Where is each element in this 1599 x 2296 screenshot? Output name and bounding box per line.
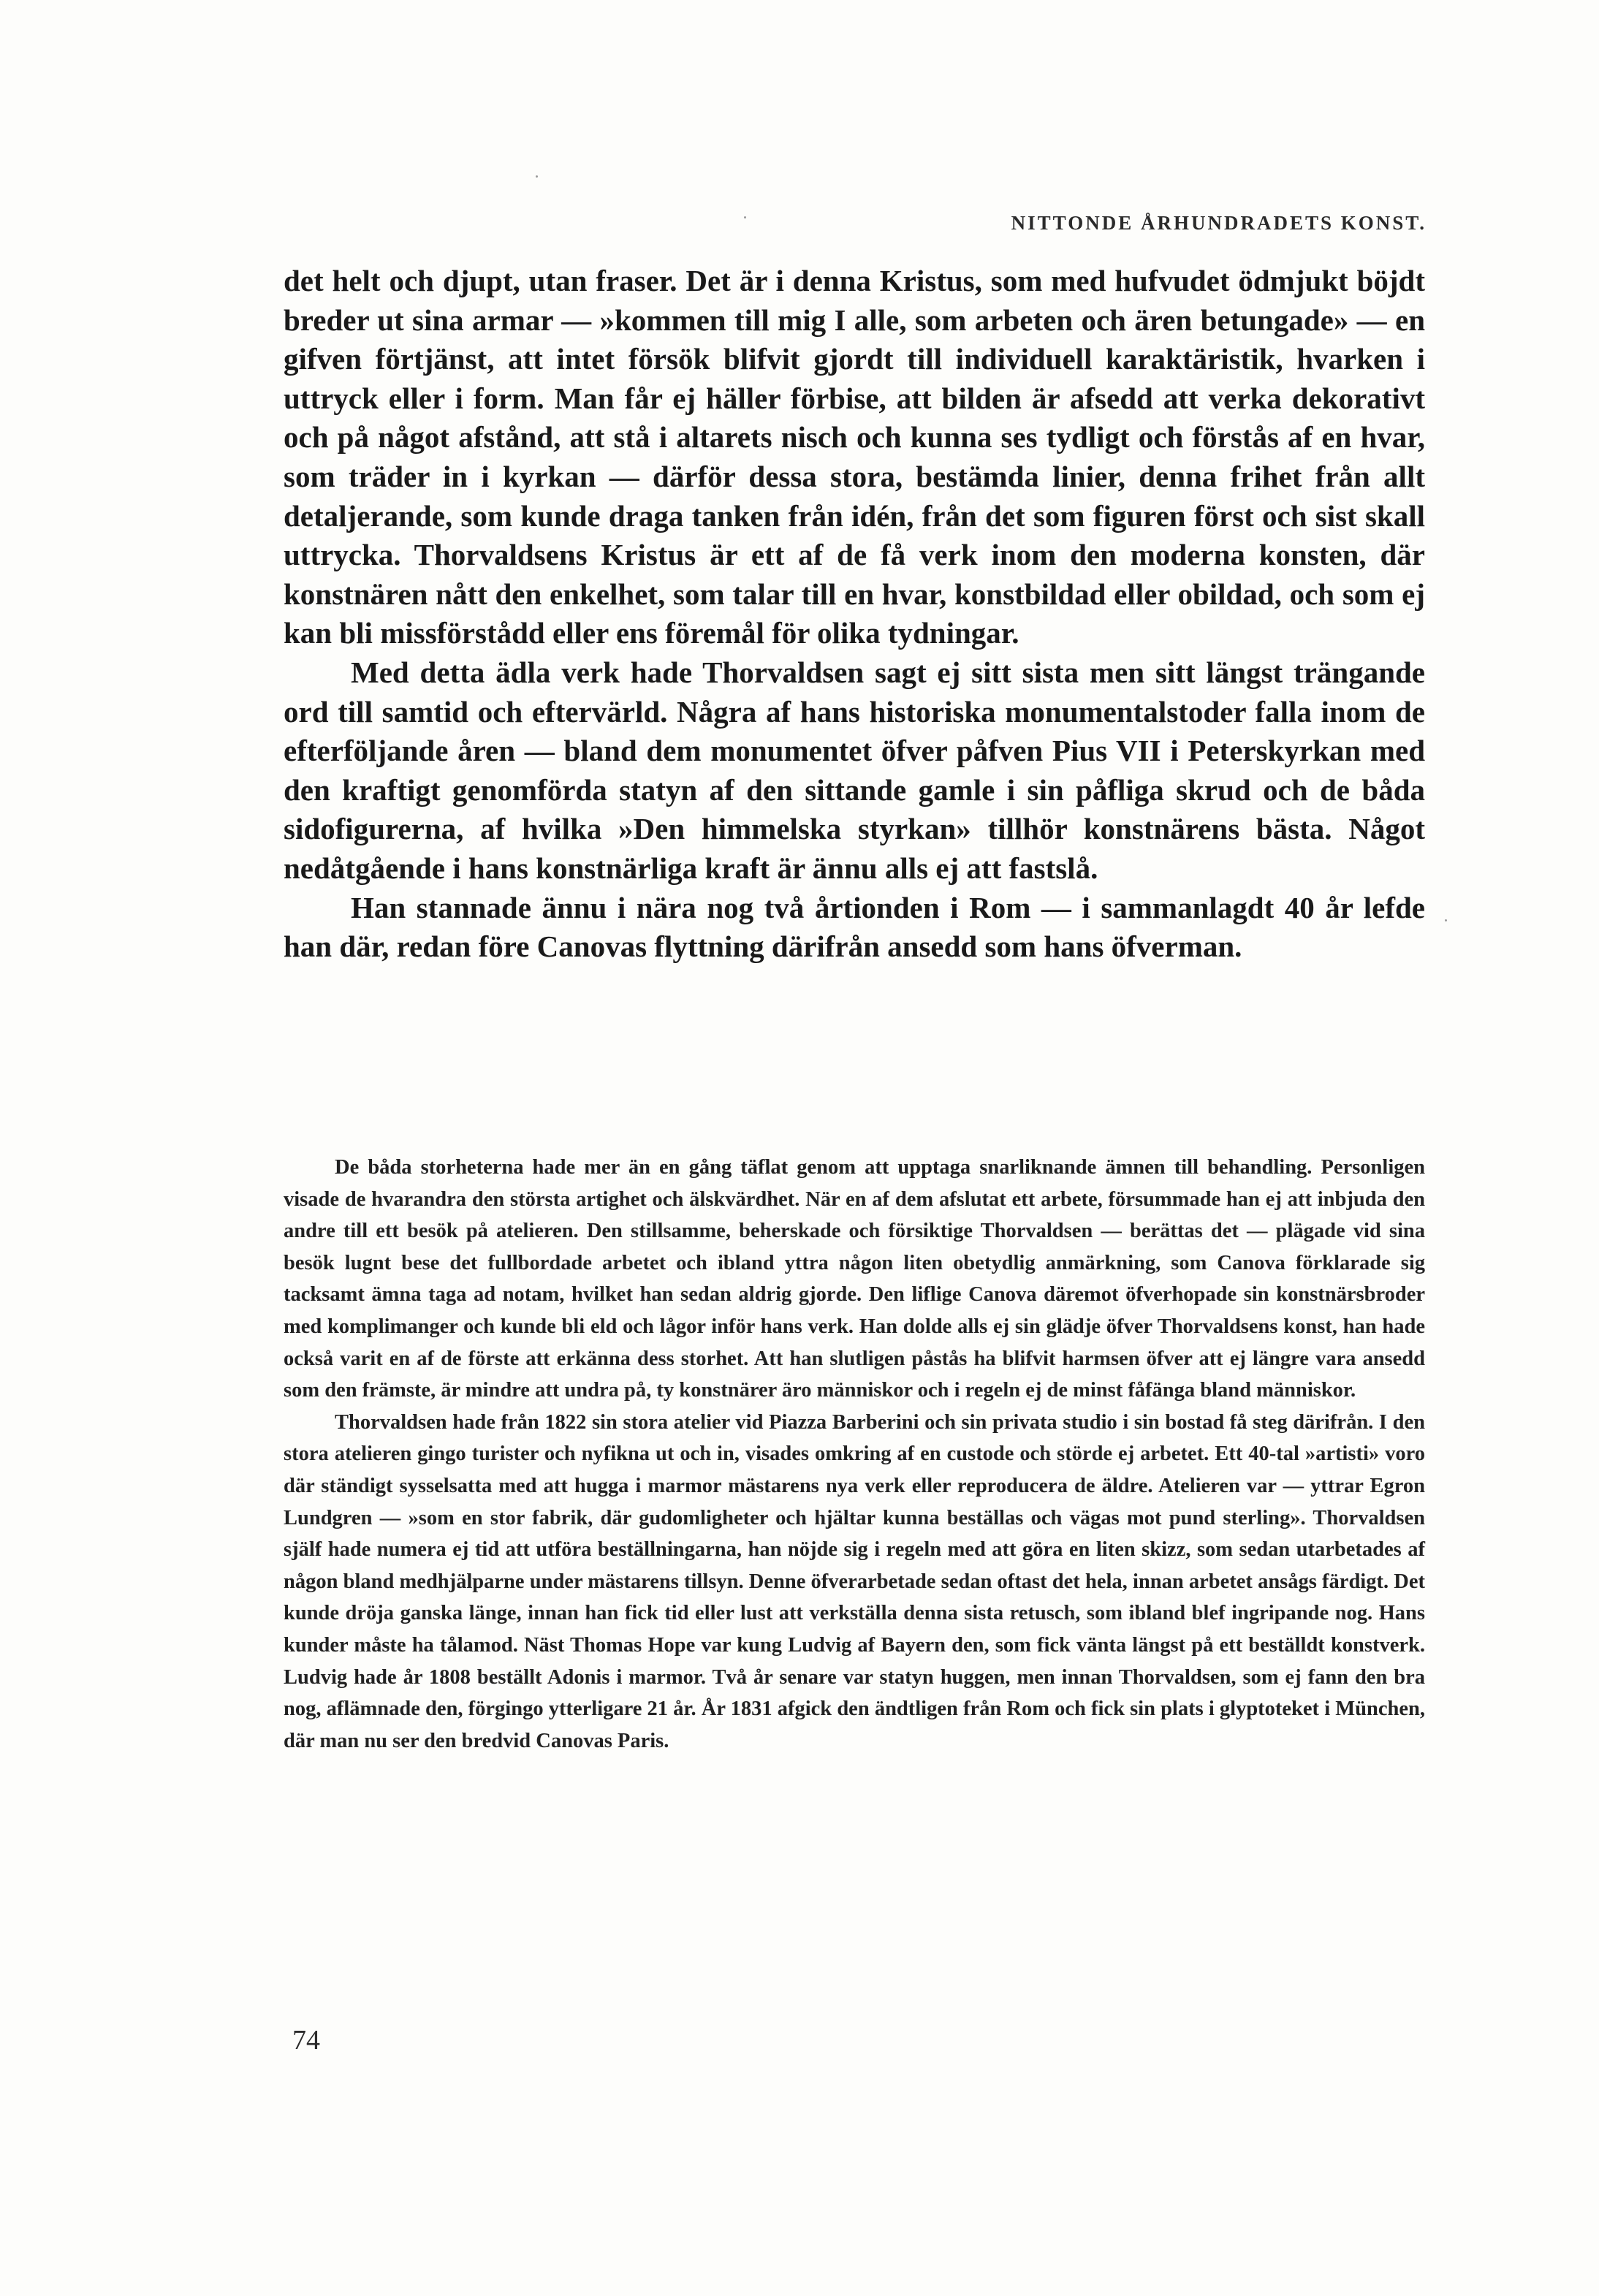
note-paragraph: Thorvaldsen hade från 1822 sin stora atelier vid Piazza Barberini och sin privata studio i sin bostad få steg därifrån. I den stora atelieren gingo turister och nyfikna ut och in, visades omkring af en custode och störde ej arbetet. Ett 40-tal »artisti» voro där ständigt sysselsatta med att hugga i marmor mästarens nya verk eller reproducera de äldre. Atelieren var — yttrar Egron Lundgren — »som en stor fabrik, där gudomligheter och hjältar kunna beställas och vägas mot pund sterling». Thorvaldsen själf hade numera ej tid att utföra beställningarna, han nöjde sig i regeln med att göra en liten skizz, som sedan utarbetades af någon bland medhjälparne under mästarens tillsyn. Denne öfverarbetade sedan oftast det hela, innan arbetet ansågs färdigt. Det kunde dröja ganska länge, innan han fick tid eller lust att verkställa denna sista retusch, som ibland blef ingripande nog. Hans kunder måste ha tålamod. Näst Thomas Hope var kung Ludvig af Bayern den, som fick vänta längst på ett beställdt konstverk. Ludvig hade år 1808 beställt Adonis i marmor. Två år senare var statyn huggen, men innan Thorvaldsen, som ej fann den bra nog, aflämnade den, förgingo ytterligare 21 år. År 1831 afgick den ändtligen från Rom och fick sin plats i glyptoteket i München, där man nu ser den bredvid Canovas Paris. — [284, 1410, 1425, 1752]
small-print-notes — [284, 1152, 1425, 1757]
paragraph: Med detta ädla verk hade Thorvaldsen sagt ej sitt sista men sitt längst trängande ord till samtid och eftervärld. Några af hans historiska monumentalstoder falla inom de efterföljande åren — bland dem monumentet öfver påfven Pius VII i Peterskyrkan med den kraftigt genomförda statyn af den sittande gamle i sin påfliga skrud och de båda sidofigurerna, af hvilka »Den himmelska styrkan» tillhör konstnärens bästa. Något nedåtgående i hans konstnärliga kraft är ännu alls ej att fastslå. — [284, 655, 1425, 885]
running-head: NITTONDE ÅRHUNDRADETS KONST. — [1011, 212, 1427, 234]
paragraph: Han stannade ännu i nära nog två årtionden i Rom — i sammanlagdt 40 år lefde han där, redan före Canovas flyttning därifrån ansedd som hans öfverman. — [284, 890, 1425, 964]
main-text — [284, 262, 1425, 967]
paragraph: det helt och djupt, utan fraser. Det är i denna Kristus, som med hufvudet ödmjukt böjdt breder ut sina armar — »kommen till mig I alle, som arbeten och ären betungade» — en gifven förtjänst, att intet försök blifvit gjordt till individuell karaktäristik, hvarken i uttryck eller i form. Man får ej häller förbise, att bilden är afsedd att verka dekorativt och på något afstånd, att stå i altarets nisch och kunna ses tydligt och förstås af en hvar, som träder in i kyrkan — därför dessa stora, bestämda linier, denna frihet från allt detaljerande, som kunde draga tanken från idén, från det som figuren först och sist skall uttrycka. Thorvaldsens Kristus är ett af de få verk inom den moderna konsten, där konstnären nått den enkelhet, som talar till en hvar, konstbildad eller obildad, och som ej kan bli missförstådd eller ens föremål för olika tydningar. — [284, 264, 1425, 650]
paper-speck — [744, 216, 746, 218]
paper-speck — [1445, 919, 1447, 921]
paper-speck — [536, 175, 538, 178]
page-number: 74 — [292, 2025, 320, 2056]
note-paragraph: De båda storheterna hade mer än en gång täflat genom att upptaga snarliknande ämnen till behandling. Personligen visade de hvarandra den största artighet och älskvärdhet. När en af dem afslutat ett arbete, försummade han ej att inbjuda den andre till ett besök på atelieren. Den stillsamme, beherskade och försiktige Thorvaldsen — berättas det — plägade vid sina besök lugnt bese det fullbordade arbetet och ibland yttra någon liten obetydlig anmärkning, som Canova förklarade sig tacksamt ämna taga ad notam, hvilket han sedan aldrig gjorde. Den liflige Canova däremot öfverhopade sin konstnärsbroder med komplimanger och kunde bli eld och lågor inför hans verk. Han dolde alls ej sin glädje öfver Thorvaldsens konst, han hade också varit en af de förste att erkänna dess storhet. Att han slutligen påstås ha blifvit harmsen öfver att ej längre vara ansedd som den främste, är mindre att undra på, ty konstnärer äro människor och i regeln ej de minst fåfänga bland människor. — [284, 1156, 1425, 1402]
